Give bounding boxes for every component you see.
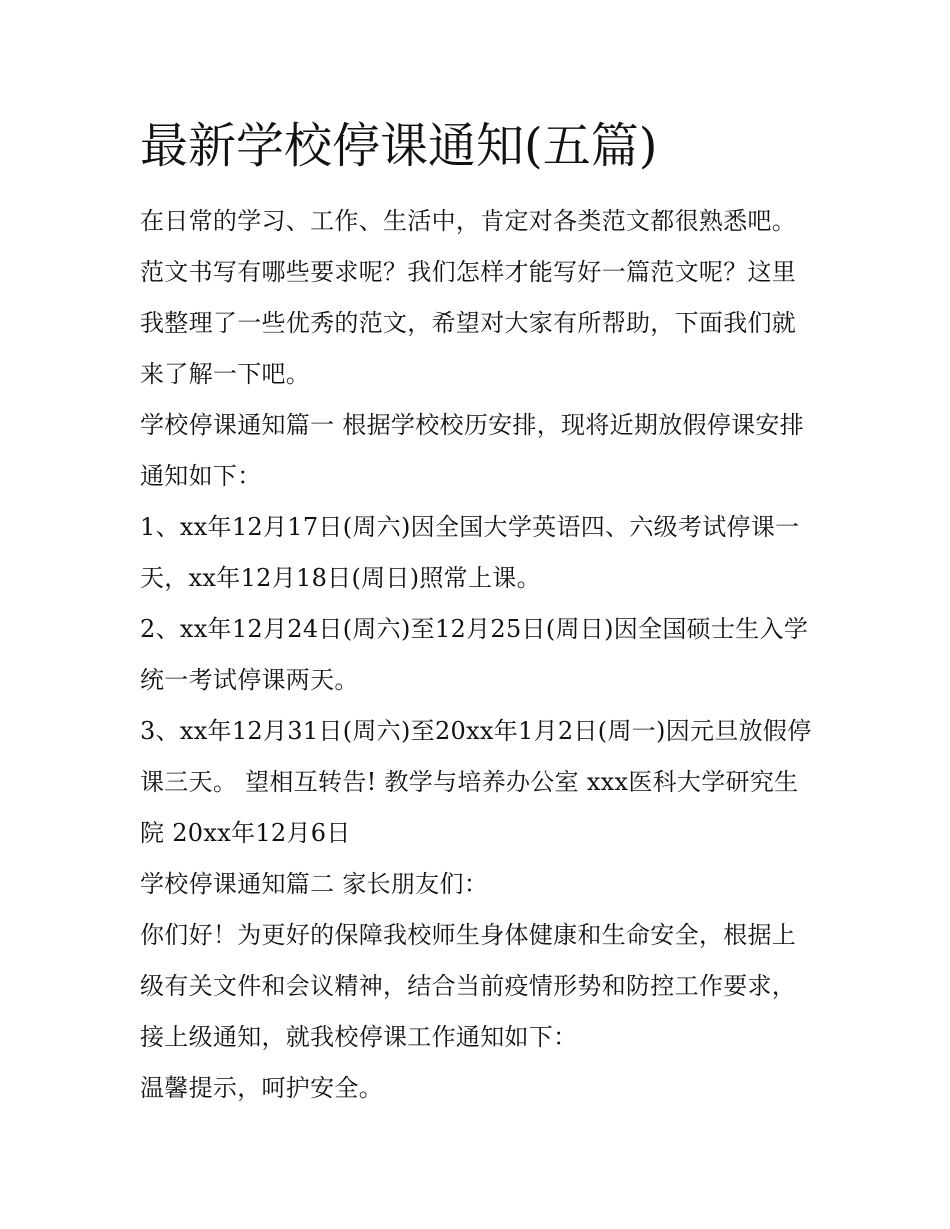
safety-reminder-paragraph: 温馨提示，呵护安全。	[140, 1074, 383, 1102]
notice-one-heading-paragraph: 学校停课通知篇一 根据学校校历安排，现将近期放假停课安排通知如下：	[140, 411, 805, 490]
intro-paragraph: 在日常的学习、工作、生活中，肯定对各类范文都很熟悉吧。范文书写有哪些要求呢？我们怎样才能写好一篇范文呢？这里我整理了一些优秀的范文，希望对大家有所帮助，下面我们就来了解一下吧。	[140, 207, 797, 388]
notice-one-item-1: 1、xx年12月17日(周六)因全国大学英语四、六级考试停课一天，xx年12月18日(周日)照常上课。	[140, 513, 800, 592]
notice-one-item-2: 2、xx年12月24日(周六)至12月25日(周日)因全国硕士生入学统一考试停课两天。	[140, 615, 809, 694]
notice-one-item-3: 3、xx年12月31日(周六)至20xx年1月2日(周一)因元旦放假停课三天。 望相互转告! 教学与培养办公室 xxx医科大学研究生院 20xx年12月6日	[140, 717, 812, 847]
document-body	[140, 196, 820, 1114]
notice-two-heading-paragraph: 学校停课通知篇二 家长朋友们：	[140, 870, 489, 898]
notice-two-body-paragraph: 你们好！为更好的保障我校师生身体健康和生命安全，根据上级有关文件和会议精神，结合当前疫情形势和防控工作要求，接上级通知，就我校停课工作通知如下：	[140, 921, 797, 1051]
document-title: 最新学校停课通知(五篇)	[140, 118, 658, 174]
